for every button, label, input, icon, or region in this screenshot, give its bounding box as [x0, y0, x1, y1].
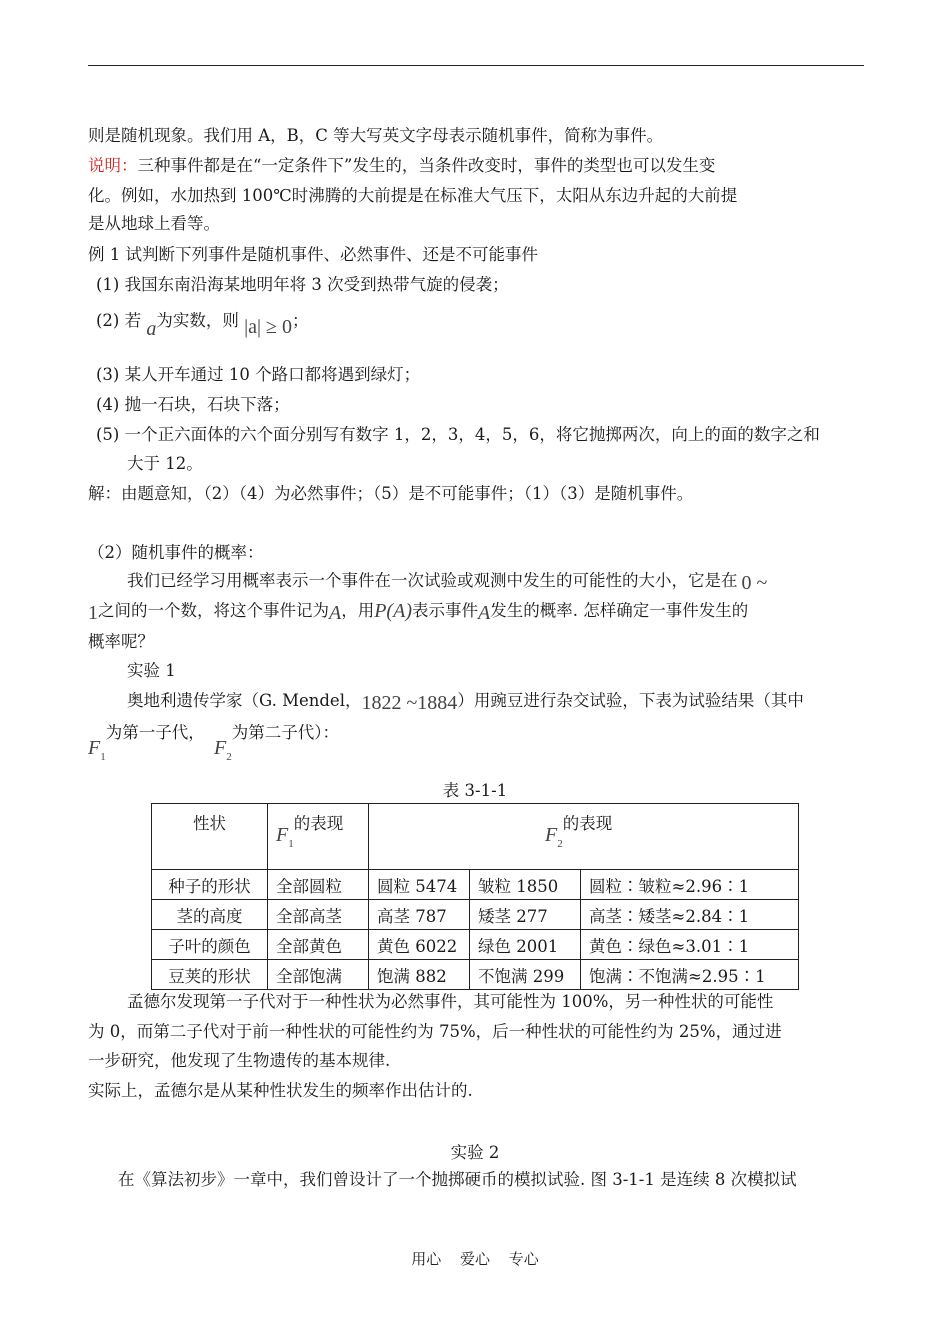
para-1a: 我们已经学习用概率表示一个事件在一次试验或观测中发生的可能性的大小，它是在 0 ~ — [127, 571, 768, 594]
event-A-2: A — [477, 602, 491, 624]
solution: 解：由题意知，（2）（4）为必然事件；（5）是不可能事件；（1）（3）是随机事件。 — [88, 484, 694, 503]
table-caption: 表 3-1-1 — [442, 781, 508, 800]
header-rule — [88, 65, 864, 66]
line-1: 则是随机现象。我们用 A，B，C 等大写英文字母表示随机事件，简称为事件。 — [88, 126, 664, 145]
var-F1: $F_1$ — [88, 737, 106, 763]
line-3: 化。例如，水加热到 100℃时沸腾的大前提是在标准大气压下，太阳从东边升起的大前提 — [88, 186, 738, 205]
header-f2: $F_2$的表现 — [369, 804, 799, 870]
note-line — [88, 154, 715, 178]
range-one: 1 — [88, 602, 98, 624]
section-2-title: （2）随机事件的概率： — [88, 543, 264, 562]
para-1c: 概率呢？ — [88, 632, 154, 651]
experiment-1: 实验 1 — [127, 661, 176, 680]
table-row: 茎的高度 全部高茎 高茎 787 矮茎 277 高茎∶矮茎≈2.84∶1 — [152, 900, 799, 930]
mendel-results-table — [151, 803, 799, 990]
item-1: (1) 我国东南沿海某地明年将 3 次受到热带气旋的侵袭； — [96, 275, 509, 294]
table-row: 子叶的颜色 全部黄色 黄色 6022 绿色 2001 黄色∶绿色≈3.01∶1 — [152, 930, 799, 960]
item-4: (4) 抛一石块，石块下落； — [96, 395, 290, 414]
para-3b: 为 0，而第二子代对于前一种性状的可能性约为 75%，后一种性状的可能性约为 25%，通过进 — [88, 1022, 782, 1041]
experiment-2: 实验 2 — [450, 1143, 500, 1162]
range-zero: 0 ~ — [741, 572, 768, 594]
item-2: (2) 若 a为实数，则 |a| ≥ 0； — [96, 311, 309, 340]
note-label: 说明： — [88, 156, 138, 175]
item-3: (3) 某人开车通过 10 个路口都将遇到绿灯； — [96, 365, 421, 384]
para-5: 在《算法初步》一章中，我们曾设计了一个抛掷硬币的模拟试验. 图 3-1-1 是连续 8 次模拟试 — [118, 1170, 797, 1189]
item-5b: 大于 12。 — [127, 454, 203, 473]
para-3c: 一步研究，他发现了生物遗传的基本规律. — [88, 1051, 391, 1070]
para-2a: 奥地利遗传学家（G. Mendel，1822 ~1884）用豌豆进行杂交试验，下表为试验结果（其中 — [127, 691, 804, 714]
item-5a: (5) 一个正六面体的六个面分别写有数字 1，2，3，4，5，6，将它抛掷两次，向上的面的数字之和 — [96, 425, 820, 444]
var-a: a — [146, 318, 157, 340]
header-trait: 性状 — [152, 804, 268, 870]
mendel-years: 1822 ~1884 — [361, 692, 458, 714]
table-header-row — [152, 804, 799, 870]
example-1-title: 例 1 试判断下列事件是随机事件、必然事件、还是不可能事件 — [88, 245, 538, 264]
table-row: 豆荚的形状 全部饱满 饱满 882 不饱满 299 饱满∶不饱满≈2.95∶1 — [152, 960, 799, 990]
header-f1: $F_1$的表现 — [268, 804, 369, 870]
prob-PA: P(A) — [374, 600, 412, 622]
abs-a-inequality: |a| ≥ 0 — [244, 316, 292, 338]
para-3a: 孟德尔发现第一子代对于一种性状为必然事件，其可能性为 100%，另一种性状的可能性 — [127, 992, 774, 1011]
note-text: 三种事件都是在“一定条件下”发生的，当条件改变时，事件的类型也可以发生变 — [137, 156, 716, 175]
table-row: 种子的形状 全部圆粒 圆粒 5474 皱粒 1850 圆粒∶皱粒≈2.96∶1 — [152, 870, 799, 900]
event-A: A — [329, 602, 342, 624]
para-4: 实际上，孟德尔是从某种性状发生的频率作出估计的. — [88, 1081, 473, 1100]
para-1b: 1之间的一个数，将这个事件记为A，用P(A)表示事件A发生的概率. 怎样确定一事件发生的 — [88, 600, 749, 624]
page-footer: 用心 爱心 专心 — [411, 1250, 539, 1268]
var-F2: $F_2$ — [213, 737, 232, 763]
para-2b: $F_1$为第一子代， $F_2$为第二子代）： — [88, 723, 339, 763]
line-4: 是从地球上看等。 — [88, 214, 220, 233]
